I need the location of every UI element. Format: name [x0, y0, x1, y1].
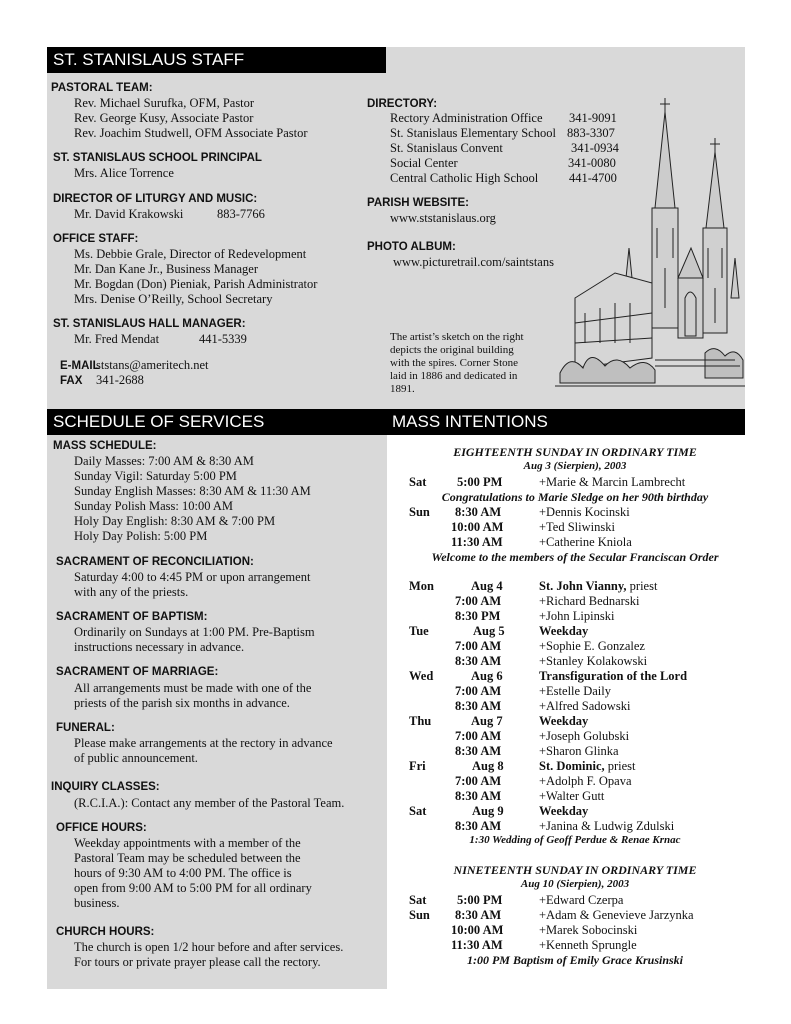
sketch-caption-line: 1891.	[390, 383, 415, 395]
pastoral-line: Rev. Michael Surufka, OFM, Pastor	[74, 96, 255, 110]
week2-title: NINETEENTH SUNDAY IN ORDINARY TIME	[453, 863, 697, 877]
feast-suffix: priest	[604, 759, 636, 773]
intention-time: 8:30 AM	[455, 699, 502, 713]
intention-row	[0, 923, 791, 938]
directory-entry-name: St. Stanislaus Convent	[390, 141, 503, 155]
office-hours-line: Pastoral Team may be scheduled between the	[74, 851, 301, 865]
intention-time: 10:00 AM	[451, 520, 504, 534]
liturgy-name: Mr. David Krakowski	[74, 207, 184, 221]
intention-name: +John Lipinski	[539, 609, 615, 623]
intention-row	[0, 639, 791, 654]
intention-day: Thu	[409, 714, 432, 728]
church-sketch-image	[555, 98, 745, 400]
intention-time: 7:00 AM	[455, 729, 502, 743]
intention-date: Aug 4	[471, 579, 503, 593]
sketch-caption-line: with the spires. Corner Stone	[390, 357, 519, 369]
week1-title: EIGHTEENTH SUNDAY IN ORDINARY TIME	[453, 445, 697, 459]
intention-time: 7:00 AM	[455, 774, 502, 788]
reconciliation-line: Saturday 4:00 to 4:45 PM or upon arrangement	[74, 570, 311, 584]
office-staff-line: Mrs. Denise O’Reilly, School Secretary	[74, 292, 273, 306]
baptism-note: 1:00 PM Baptism of Emily Grace Krusinski	[466, 953, 684, 967]
intention-name: +Kenneth Sprungle	[539, 938, 637, 952]
intention-date: Aug 6	[471, 669, 503, 683]
mass-schedule-line: Daily Masses: 7:00 AM & 8:30 AM	[74, 454, 254, 468]
mass-schedule-heading: MASS SCHEDULE:	[53, 440, 157, 452]
intention-feast: Weekday	[539, 714, 589, 728]
office-hours-heading: OFFICE HOURS:	[56, 822, 147, 834]
intention-day: Sat	[409, 804, 427, 818]
intention-feast: Weekday	[539, 624, 589, 638]
intention-date: Aug 9	[472, 804, 504, 818]
intention-date: Aug 8	[472, 759, 504, 773]
album-heading: PHOTO ALBUM:	[367, 241, 456, 253]
intention-row	[0, 789, 791, 804]
intention-day: Sat	[409, 475, 427, 489]
office-hours-line: hours of 9:30 AM to 4:00 PM. The office is	[74, 866, 292, 880]
intention-row	[0, 609, 791, 624]
office-staff-line: Ms. Debbie Grale, Director of Redevelopment	[74, 247, 307, 261]
week1-date: Aug 3 (Sierpien), 2003	[523, 460, 627, 472]
church-hours-line: For tours or private prayer please call the rectory.	[74, 955, 321, 969]
intention-row	[0, 938, 791, 953]
intention-time: 5:00 PM	[457, 475, 503, 489]
sketch-caption-line: depicts the original building	[390, 344, 514, 356]
intention-row	[0, 624, 791, 639]
intention-name: +Dennis Kocinski	[539, 505, 630, 519]
intention-time: 5:00 PM	[457, 893, 503, 907]
directory-entry-name: Social Center	[390, 156, 458, 170]
pastoral-heading: PASTORAL TEAM:	[51, 82, 153, 94]
church-hours-line: The church is open 1/2 hour before and after services.	[74, 940, 344, 954]
fax-value: 341-2688	[96, 373, 144, 387]
baptism-line: Ordinarily on Sundays at 1:00 PM. Pre-Baptism	[74, 625, 315, 639]
intention-row	[0, 804, 791, 819]
intention-row	[0, 699, 791, 714]
congrats-note: Congratulations to Marie Sledge on her 90th birthday	[441, 490, 709, 504]
intention-name: +Adolph F. Opava	[539, 774, 632, 788]
email-value: ststans@ameritech.net	[96, 358, 209, 372]
office-staff-line: Mr. Dan Kane Jr., Business Manager	[74, 262, 258, 276]
welcome-note: Welcome to the members of the Secular Franciscan Order	[431, 550, 719, 564]
intention-row	[0, 535, 791, 550]
intentions-title: MASS INTENTIONS	[386, 409, 745, 435]
intention-date: Aug 7	[471, 714, 503, 728]
baptism-heading: SACRAMENT OF BAPTISM:	[56, 611, 208, 623]
inquiry-heading: INQUIRY CLASSES:	[51, 781, 160, 793]
intention-name: +Sharon Glinka	[539, 744, 619, 758]
intention-time: 11:30 AM	[451, 535, 503, 549]
feast-name: St. Dominic,	[539, 759, 605, 773]
email-label: E-MAIL	[60, 360, 100, 372]
directory-entry-name: St. Stanislaus Elementary School	[390, 126, 556, 140]
intention-row	[0, 714, 791, 729]
intention-name: +Walter Gutt	[539, 789, 605, 803]
intention-name: +Marek Sobocinski	[539, 923, 638, 937]
intention-row	[0, 819, 791, 834]
intention-row	[0, 475, 791, 490]
album-link[interactable]: www.picturetrail.com/saintstans	[393, 255, 554, 269]
marriage-heading: SACRAMENT OF MARRIAGE:	[56, 666, 219, 678]
intention-name: +Sophie E. Gonzalez	[539, 639, 645, 653]
office-hours-line: business.	[74, 896, 120, 910]
directory-entry-phone: 341-0080	[568, 156, 616, 170]
wedding-note: 1:30 Wedding of Geoff Perdue & Renae Krnac	[469, 834, 681, 846]
principal-heading: ST. STANISLAUS SCHOOL PRINCIPAL	[53, 152, 262, 164]
staff-title: ST. STANISLAUS STAFF	[47, 47, 386, 73]
directory-entry-name: Central Catholic High School	[390, 171, 539, 185]
mass-schedule-line: Sunday English Masses: 8:30 AM & 11:30 AM	[74, 484, 311, 498]
intention-day: Fri	[409, 759, 426, 773]
intention-row	[0, 579, 791, 594]
office-staff-line: Mr. Bogdan (Don) Pieniak, Parish Administrator	[74, 277, 318, 291]
website-link[interactable]: www.ststanislaus.org	[390, 211, 496, 225]
church-hours-heading: CHURCH HOURS:	[56, 926, 155, 938]
funeral-heading: FUNERAL:	[56, 722, 115, 734]
intention-name: +Adam & Genevieve Jarzynka	[539, 908, 694, 922]
feast-suffix: priest	[626, 579, 658, 593]
intention-day: Sun	[409, 908, 430, 922]
office-staff-heading: OFFICE STAFF:	[53, 233, 139, 245]
intention-name: +Janina & Ludwig Zdulski	[539, 819, 675, 833]
office-hours-line: open from 9:00 AM to 5:00 PM for all ordinary	[74, 881, 312, 895]
hall-phone: 441-5339	[199, 332, 247, 346]
sketch-caption-line: laid in 1886 and dedicated in	[390, 370, 518, 382]
fax-label: FAX	[60, 375, 83, 387]
intention-name: +Richard Bednarski	[539, 594, 640, 608]
marriage-line: All arrangements must be made with one of the	[74, 681, 312, 695]
intention-row	[0, 744, 791, 759]
intention-feast	[539, 759, 636, 774]
intention-row	[0, 594, 791, 609]
services-title: SCHEDULE OF SERVICES	[47, 409, 386, 435]
directory-entry-name: Rectory Administration Office	[390, 111, 543, 125]
intention-row	[0, 669, 791, 684]
directory-entry-phone: 341-9091	[569, 111, 617, 125]
intention-row	[0, 729, 791, 744]
intention-feast: Transfiguration of the Lord	[539, 669, 688, 683]
mass-schedule-line: Holy Day English: 8:30 AM & 7:00 PM	[74, 514, 276, 528]
intention-name: +Catherine Kniola	[539, 535, 632, 549]
reconciliation-line: with any of the priests.	[74, 585, 189, 599]
directory-heading: DIRECTORY:	[367, 98, 438, 110]
intention-feast: Weekday	[539, 804, 589, 818]
intention-time: 11:30 AM	[451, 938, 503, 952]
intention-time: 8:30 AM	[455, 654, 502, 668]
intention-time: 7:00 AM	[455, 594, 502, 608]
intention-name: +Stanley Kolakowski	[539, 654, 648, 668]
intention-time: 8:30 AM	[455, 819, 502, 833]
principal-name: Mrs. Alice Torrence	[74, 166, 174, 180]
intention-day: Sun	[409, 505, 430, 519]
intention-feast	[539, 579, 657, 594]
intention-day: Sat	[409, 893, 427, 907]
pastoral-line: Rev. George Kusy, Associate Pastor	[74, 111, 254, 125]
marriage-line: priests of the parish six months in advance.	[74, 696, 290, 710]
intention-row	[0, 759, 791, 774]
liturgy-phone: 883-7766	[217, 207, 265, 221]
sketch-caption-line: The artist’s sketch on the right	[390, 331, 524, 343]
hall-name: Mr. Fred Mendat	[74, 332, 160, 346]
baptism-line: instructions necessary in advance.	[74, 640, 245, 654]
intention-time: 7:00 AM	[455, 684, 502, 698]
office-hours-line: Weekday appointments with a member of the	[74, 836, 301, 850]
intention-name: +Alfred Sadowski	[539, 699, 631, 713]
intention-time: 8:30 AM	[455, 744, 502, 758]
intention-row	[0, 654, 791, 669]
website-heading: PARISH WEBSITE:	[367, 197, 470, 209]
directory-entry-phone: 341-0934	[571, 141, 619, 155]
intention-time: 8:30 PM	[455, 609, 501, 623]
inquiry-line: (R.C.I.A.): Contact any member of the Pastoral Team.	[74, 796, 345, 810]
intention-row	[0, 893, 791, 908]
liturgy-heading: DIRECTOR OF LITURGY AND MUSIC:	[53, 193, 258, 205]
feast-name: St. John Vianny,	[539, 579, 627, 593]
mass-schedule-line: Sunday Vigil: Saturday 5:00 PM	[74, 469, 237, 483]
intention-time: 8:30 AM	[455, 908, 502, 922]
directory-entry-phone: 441-4700	[569, 171, 617, 185]
intention-day: Tue	[409, 624, 429, 638]
intention-row	[0, 774, 791, 789]
intention-time: 7:00 AM	[455, 639, 502, 653]
intention-name: +Marie & Marcin Lambrecht	[539, 475, 686, 489]
intention-row	[0, 520, 791, 535]
intention-name: +Estelle Daily	[539, 684, 611, 698]
intention-time: 8:30 AM	[455, 505, 502, 519]
mass-schedule-line: Sunday Polish Mass: 10:00 AM	[74, 499, 234, 513]
intention-row	[0, 505, 791, 520]
funeral-line: Please make arrangements at the rectory in advance	[74, 736, 333, 750]
intention-name: +Joseph Golubski	[539, 729, 630, 743]
hall-heading: ST. STANISLAUS HALL MANAGER:	[53, 318, 246, 330]
intention-row	[0, 908, 791, 923]
intention-date: Aug 5	[473, 624, 505, 638]
intention-time: 8:30 AM	[455, 789, 502, 803]
intention-row	[0, 684, 791, 699]
intention-day: Mon	[409, 579, 434, 593]
reconciliation-heading: SACRAMENT OF RECONCILIATION:	[56, 556, 254, 568]
mass-schedule-line: Holy Day Polish: 5:00 PM	[74, 529, 208, 543]
funeral-line: of public announcement.	[74, 751, 198, 765]
directory-entry-phone: 883-3307	[567, 126, 615, 140]
intention-name: +Edward Czerpa	[539, 893, 624, 907]
pastoral-line: Rev. Joachim Studwell, OFM Associate Pastor	[74, 126, 308, 140]
intention-time: 10:00 AM	[451, 923, 504, 937]
intention-day: Wed	[409, 669, 434, 683]
week2-date: Aug 10 (Sierpien), 2003	[520, 878, 630, 890]
intention-name: +Ted Sliwinski	[539, 520, 615, 534]
